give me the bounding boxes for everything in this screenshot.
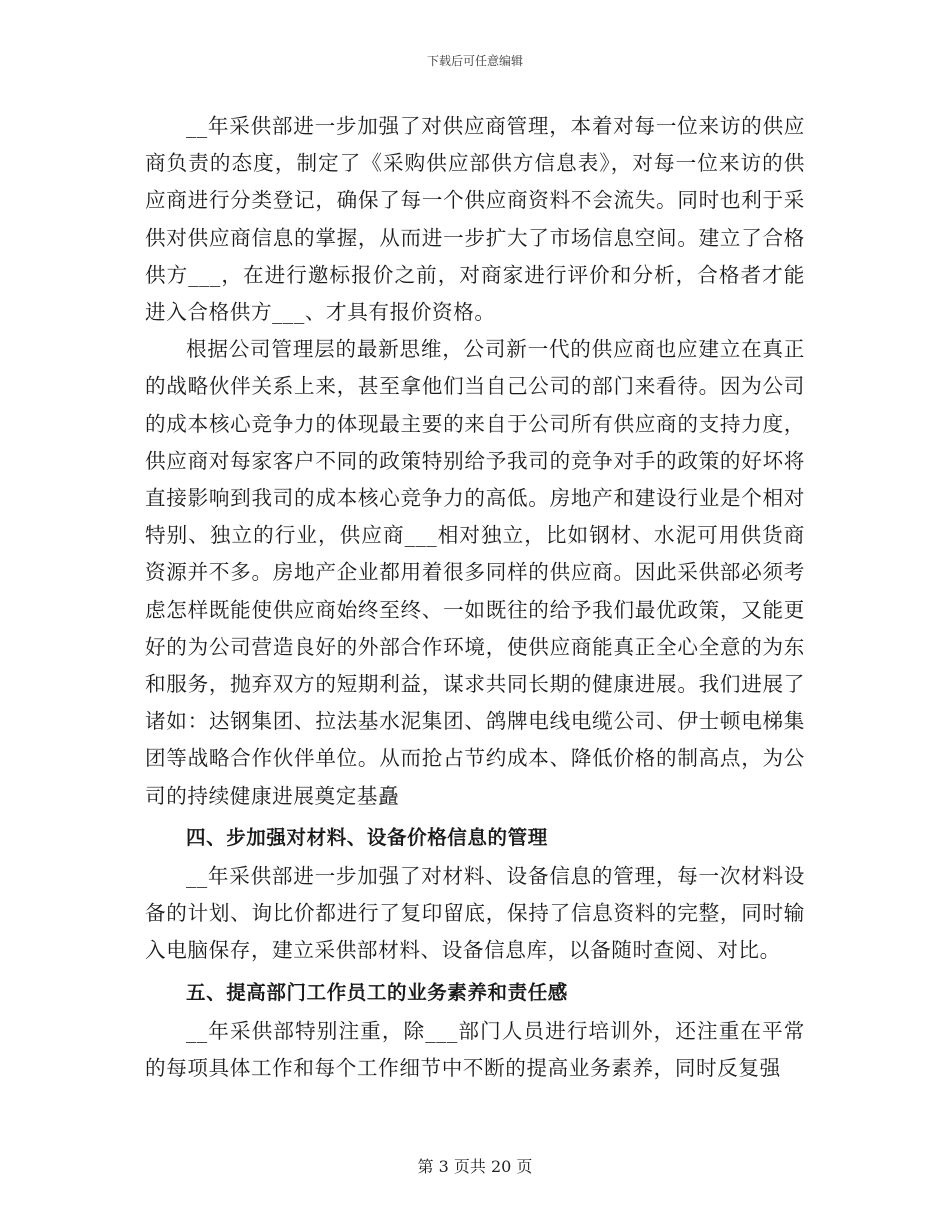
section-heading-5: 五、提高部门工作员工的业务素养和责任感 <box>186 980 568 1004</box>
document-body <box>145 108 805 1087</box>
paragraph-supplier-management: __年采供部进一步加强了对供应商管理，本着对每一位来访的供应商负责的态度，制定了《采购供应部供方信息表》，对每一位来访的供应商进行分类登记，确保了每一个供应商资料不会流失。同时也利于采供对供应商信息的掌握，从而进一步扩大了市场信息空间。建立了合格供方___，在进行邀标报价之前，对商家进行评价和分析，合格者才能进入合格供方___、才具有报价资格。 <box>145 114 805 325</box>
section-heading-4: 四、步加强对材料、设备价格信息的管理 <box>186 825 548 849</box>
paragraph-strategic-partners: 根据公司管理层的最新思维，公司新一代的供应商也应建立在真正的战略伙伴关系上来，甚至拿他们当自己公司的部门来看待。因为公司的成本核心竞争力的体现最主要的来自于公司所有供应商的支持力度，供应商对每家客户不同的政策特别给予我司的竞争对手的政策的好坏将直接影响到我司的成本核心竞争力的高低。房地产和建设行业是个相对特别、独立的行业，供应商___相对独立，比如钢材、水泥可用供货商资源并不多。房地产企业都用着很多同样的供应商。因此采供部必须考虑怎样既能使供应商始终至终、一如既往的给予我们最优政策，又能更好的为公司营造良好的外部合作环境，使供应商能真正全心全意的为东和服务，抛弃双方的短期利益，谋求共同长期的健康进展。我们进展了诸如：达钢集团、拉法基水泥集团、鸽牌电线电缆公司、伊士顿电梯集团等战略合作伙伴单位。从而抢占节约成本、降低价格的制高点，为公司的持续健康进展奠定基矗 <box>145 337 805 808</box>
paragraph-price-information: __年采供部进一步加强了对材料、设备信息的管理，每一次材料设备的计划、询比价都进行了复印留底，保持了信息资料的完整，同时输入电脑保存，建立采供部材料、设备信息库，以备随时查阅、对比。 <box>145 864 805 963</box>
page-footer: 第 3 页共 20 页 <box>417 1157 533 1176</box>
paragraph-staff-training: __年采供部特别注重，除___部门人员进行培训外，还注重在平常的每项具体工作和每个工作细节中不断的提高业务素养，同时反复强 <box>145 1018 805 1081</box>
page-header: 下载后可任意编辑 <box>426 54 523 68</box>
